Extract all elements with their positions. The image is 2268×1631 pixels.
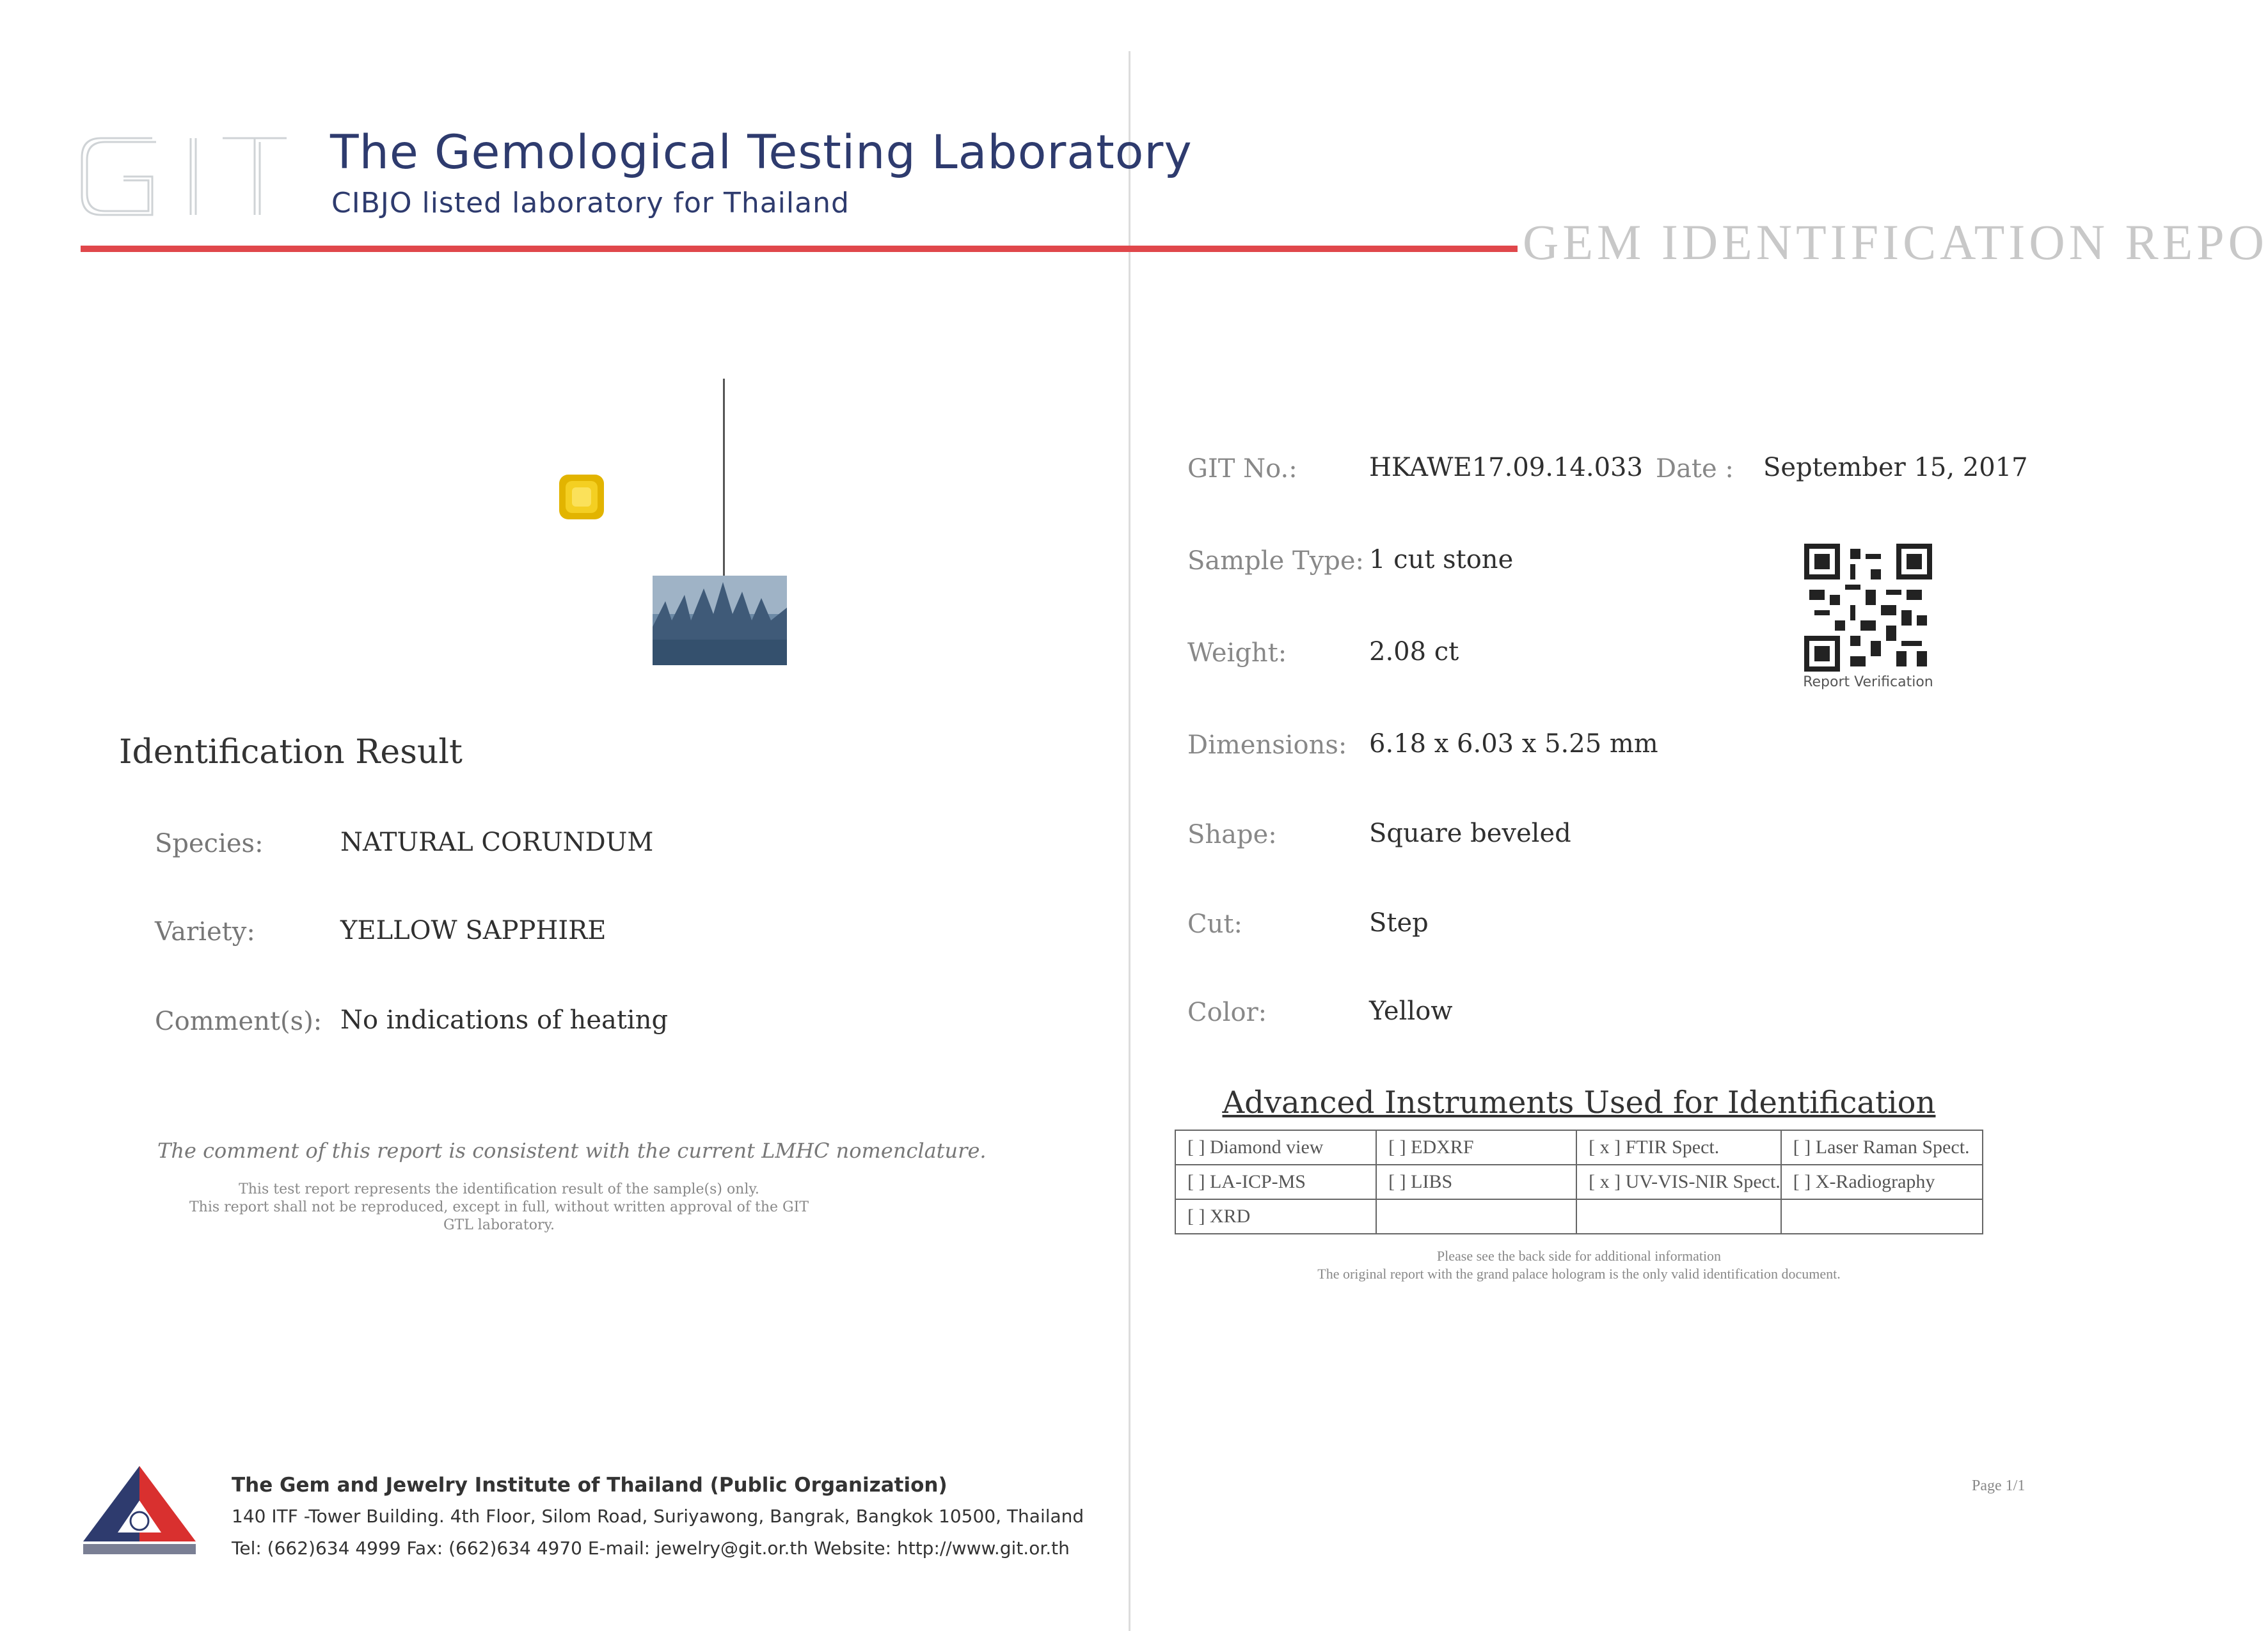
institute-name: The Gem and Jewelry Institute of Thailand (Public Organization) [232, 1474, 948, 1497]
instrument-cell: [ ] LIBS [1376, 1165, 1576, 1199]
comment-label: Comment(s): [155, 1007, 322, 1036]
disclaimer-line: This report shall not be reproduced, except in full, without written approval of the GIT GTL laboratory. [189, 1199, 809, 1233]
git-no-label: GIT No.: [1187, 454, 1297, 484]
instrument-cell: [ ] XRD [1175, 1199, 1376, 1234]
grand-palace-hologram [653, 576, 787, 665]
note-line: Please see the back side for additional information [1436, 1248, 1722, 1264]
gem-photo [557, 472, 607, 522]
sample-type-label: Sample Type: [1187, 546, 1364, 576]
institute-address: 140 ITF -Tower Building. 4th Floor, Silom Road, Suriyawong, Bangrak, Bangkok 10500, Thailand [232, 1506, 1084, 1527]
page-number: Page 1/1 [1972, 1477, 2026, 1494]
instruments-title: Advanced Instruments Used for Identification [1222, 1085, 1936, 1121]
variety-label: Variety: [155, 917, 255, 947]
note-line: The original report with the grand palace hologram is the only valid identification document. [1317, 1266, 1841, 1282]
lab-subtitle: CIBJO listed laboratory for Thailand [331, 187, 850, 219]
git-triangle-logo-icon [79, 1462, 200, 1558]
cut-label: Cut: [1187, 910, 1242, 939]
comment-value: No indications of heating [340, 1005, 669, 1035]
instrument-cell: [ ] Diamond view [1175, 1130, 1376, 1165]
color-label: Color: [1187, 998, 1267, 1027]
lab-name: The Gemological Testing Laboratory [330, 125, 1193, 180]
shape-label: Shape: [1187, 820, 1277, 849]
species-label: Species: [155, 829, 264, 858]
date-value: September 15, 2017 [1763, 453, 2028, 482]
fold-line [1129, 51, 1130, 1631]
report-disclaimer [173, 1181, 825, 1234]
shape-value: Square beveled [1369, 819, 1571, 848]
date-label: Date : [1656, 454, 1734, 484]
identification-title: Identification Result [119, 733, 463, 771]
report-title: GEM IDENTIFICATION REPO [1523, 214, 2268, 270]
instrument-cell: [ ] X-Radiography [1781, 1165, 1983, 1199]
instrument-cell: [ x ] FTIR Spect. [1576, 1130, 1781, 1165]
species-value: NATURAL CORUNDUM [340, 828, 654, 857]
instrument-cell: [ x ] UV-VIS-NIR Spect. [1576, 1165, 1781, 1199]
instrument-cell [1781, 1199, 1983, 1234]
disclaimer-line: This test report represents the identification result of the sample(s) only. [239, 1181, 759, 1197]
instrument-cell [1376, 1199, 1576, 1234]
report-verification-qr-icon[interactable] [1804, 544, 1932, 672]
instrument-cell: [ ] LA-ICP-MS [1175, 1165, 1376, 1199]
table-row [1175, 1199, 1983, 1234]
weight-label: Weight: [1187, 638, 1287, 668]
dimensions-value: 6.18 x 6.03 x 5.25 mm [1369, 729, 1658, 759]
institute-contact: Tel: (662)634 4999 Fax: (662)634 4970 E-mail: jewelry@git.or.th Website: http://www.git.or.th [232, 1538, 1070, 1559]
nomenclature-note: The comment of this report is consistent with the current LMHC nomenclature. [157, 1139, 987, 1163]
photo-pin-line [723, 379, 725, 583]
weight-value: 2.08 ct [1369, 637, 1459, 666]
instrument-cell: [ ] Laser Raman Spect. [1781, 1130, 1983, 1165]
sample-type-value: 1 cut stone [1369, 545, 1514, 574]
table-row [1175, 1165, 1983, 1199]
git-no-value: HKAWE17.09.14.033 [1369, 453, 1643, 482]
table-row [1175, 1130, 1983, 1165]
instrument-cell [1576, 1199, 1781, 1234]
header-rule [81, 246, 1518, 252]
dimensions-label: Dimensions: [1187, 730, 1347, 760]
cut-value: Step [1369, 908, 1429, 938]
instrument-cell: [ ] EDXRF [1376, 1130, 1576, 1165]
variety-value: YELLOW SAPPHIRE [340, 916, 607, 945]
instruments-table [1175, 1130, 1983, 1234]
git-logo-icon [75, 125, 293, 221]
color-value: Yellow [1369, 997, 1453, 1026]
qr-caption: Report Verification [1803, 674, 1933, 690]
back-side-note [1175, 1247, 1983, 1283]
